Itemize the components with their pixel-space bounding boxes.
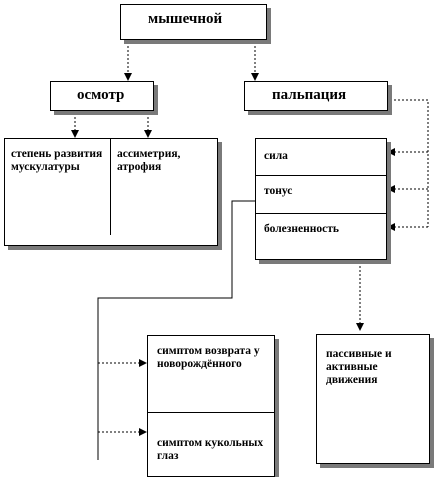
- symptom-item-2: симптом кукольных глаз: [157, 437, 264, 462]
- inspection-item-1: степень развития мускулатуры: [11, 148, 103, 173]
- inspection-item-2: ассиметрия, атрофия: [117, 148, 181, 173]
- edge-palpation-bracket: [390, 100, 428, 227]
- palpation-divider-1: [256, 175, 386, 176]
- palpation-item-pain: болезненность: [264, 223, 339, 235]
- inspection-items-divider: [110, 139, 111, 235]
- palpation-item-tone: тонус: [264, 185, 293, 197]
- palpation-item-strength: сила: [264, 150, 288, 162]
- root-label: мышечной: [148, 11, 223, 27]
- inspection-label: осмотр: [77, 87, 125, 103]
- palpation-divider-2: [256, 213, 386, 214]
- symptom-item-1: симптом возврата у новорождённого: [157, 345, 260, 370]
- palpation-label: пальпация: [272, 87, 347, 103]
- symptoms-divider: [148, 412, 274, 413]
- movements-label: пассивные и активные движения: [326, 348, 392, 386]
